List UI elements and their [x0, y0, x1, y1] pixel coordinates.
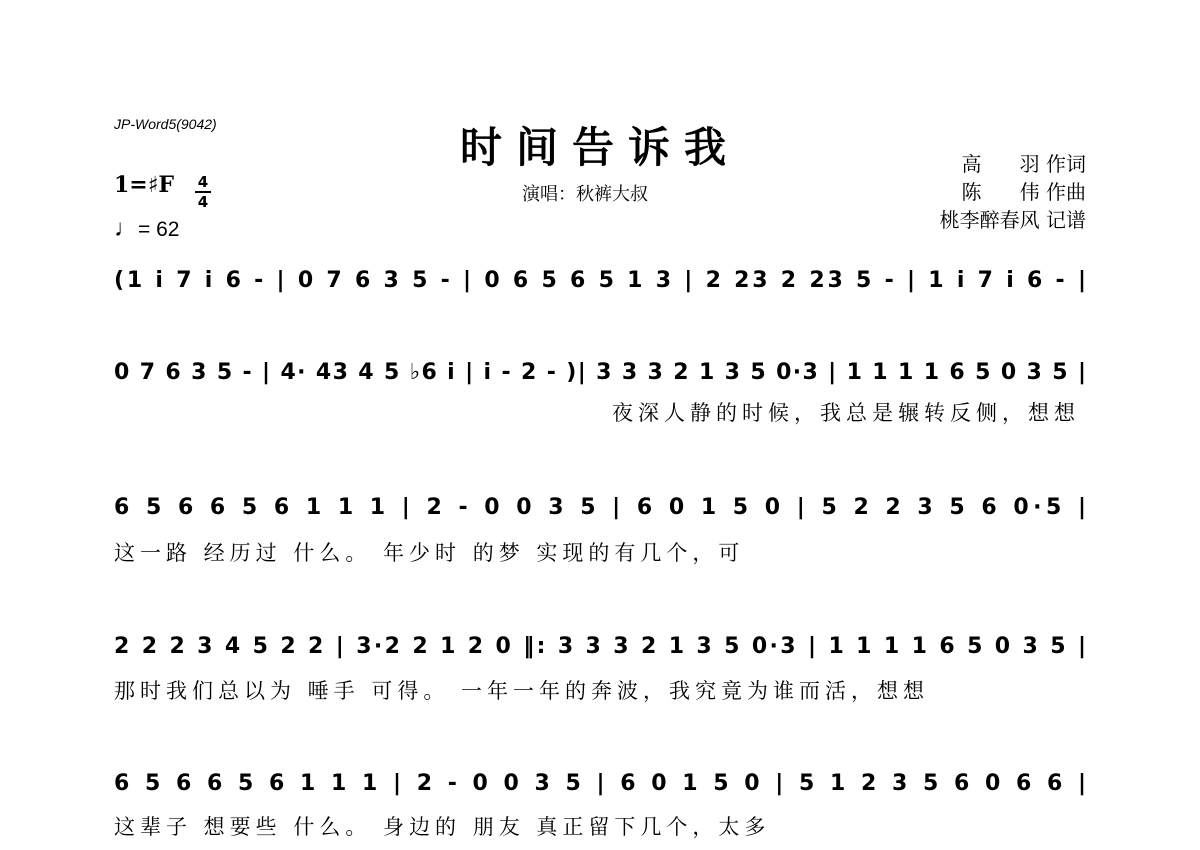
time-signature-top: 4	[197, 173, 209, 191]
score-line-1	[114, 268, 1086, 293]
song-title: 时间告诉我	[459, 123, 740, 172]
lyric-line: 这辈子 想要些 什么。 身边的 朋友 真正留下几个，太多	[114, 815, 771, 839]
notation-line: (1 i 7 i 6 - | 0 7 6 3 5 - | 0 6 5 6 5 1 3 | 2 23 2 23 5 - | 1 i 7 i 6 - |	[114, 268, 1086, 293]
time-signature-bottom: 4	[197, 193, 209, 211]
software-watermark: JP-Word5(9042)	[114, 116, 217, 132]
notation-line: 6 5 6 6 5 6 1 1 1 | 2 - 0 0 3 5 | 6 0 1 5 0 | 5 1 2 3 5 6 0 6 6 |	[114, 771, 1086, 796]
notation-line: 6 5 6 6 5 6 1 1 1 | 2 - 0 0 3 5 | 6 0 1 5 0 | 5 2 2 3 5 6 0·5 |	[114, 495, 1086, 520]
quarter-note-icon: ♩	[114, 215, 138, 242]
composer-credit: 陈 伟 作曲	[961, 180, 1086, 204]
lyric-line: 这一路 经历过 什么。 年少时 的梦 实现的有几个，可	[114, 541, 745, 565]
score-line-5	[114, 771, 1086, 840]
key-signature: 1=♯F	[114, 172, 175, 198]
tempo-value: = 62	[138, 218, 180, 241]
score-line-4	[114, 634, 1086, 704]
singer-credit: 演唱：秋裤大叔	[522, 184, 648, 205]
lyricist-credit: 高 羽 作词	[961, 152, 1086, 176]
lyric-line: 那时我们总以为 唾手 可得。 一年一年的奔波，我究竟为谁而活，想想	[114, 679, 930, 703]
score-line-2	[114, 360, 1086, 426]
score-line-3	[114, 495, 1086, 566]
notation-line: 2 2 2 3 4 5 2 2 | 3·2 2 1 2 0 ‖: 3 3 3 2 1 3 5 0·3 | 1 1 1 1 6 5 0 3 5 |	[114, 634, 1086, 659]
transcriber-credit: 桃李醉春风 记谱	[939, 208, 1086, 232]
notation-line: 0 7 6 3 5 - | 4· 43 4 5 ♭6 i | i - 2 - )| 3 3 3 2 1 3 5 0·3 | 1 1 1 1 6 5 0 3 5 |	[114, 360, 1086, 385]
lyric-line: 夜深人静的时候，我总是辗转反侧，想想	[612, 401, 1080, 425]
